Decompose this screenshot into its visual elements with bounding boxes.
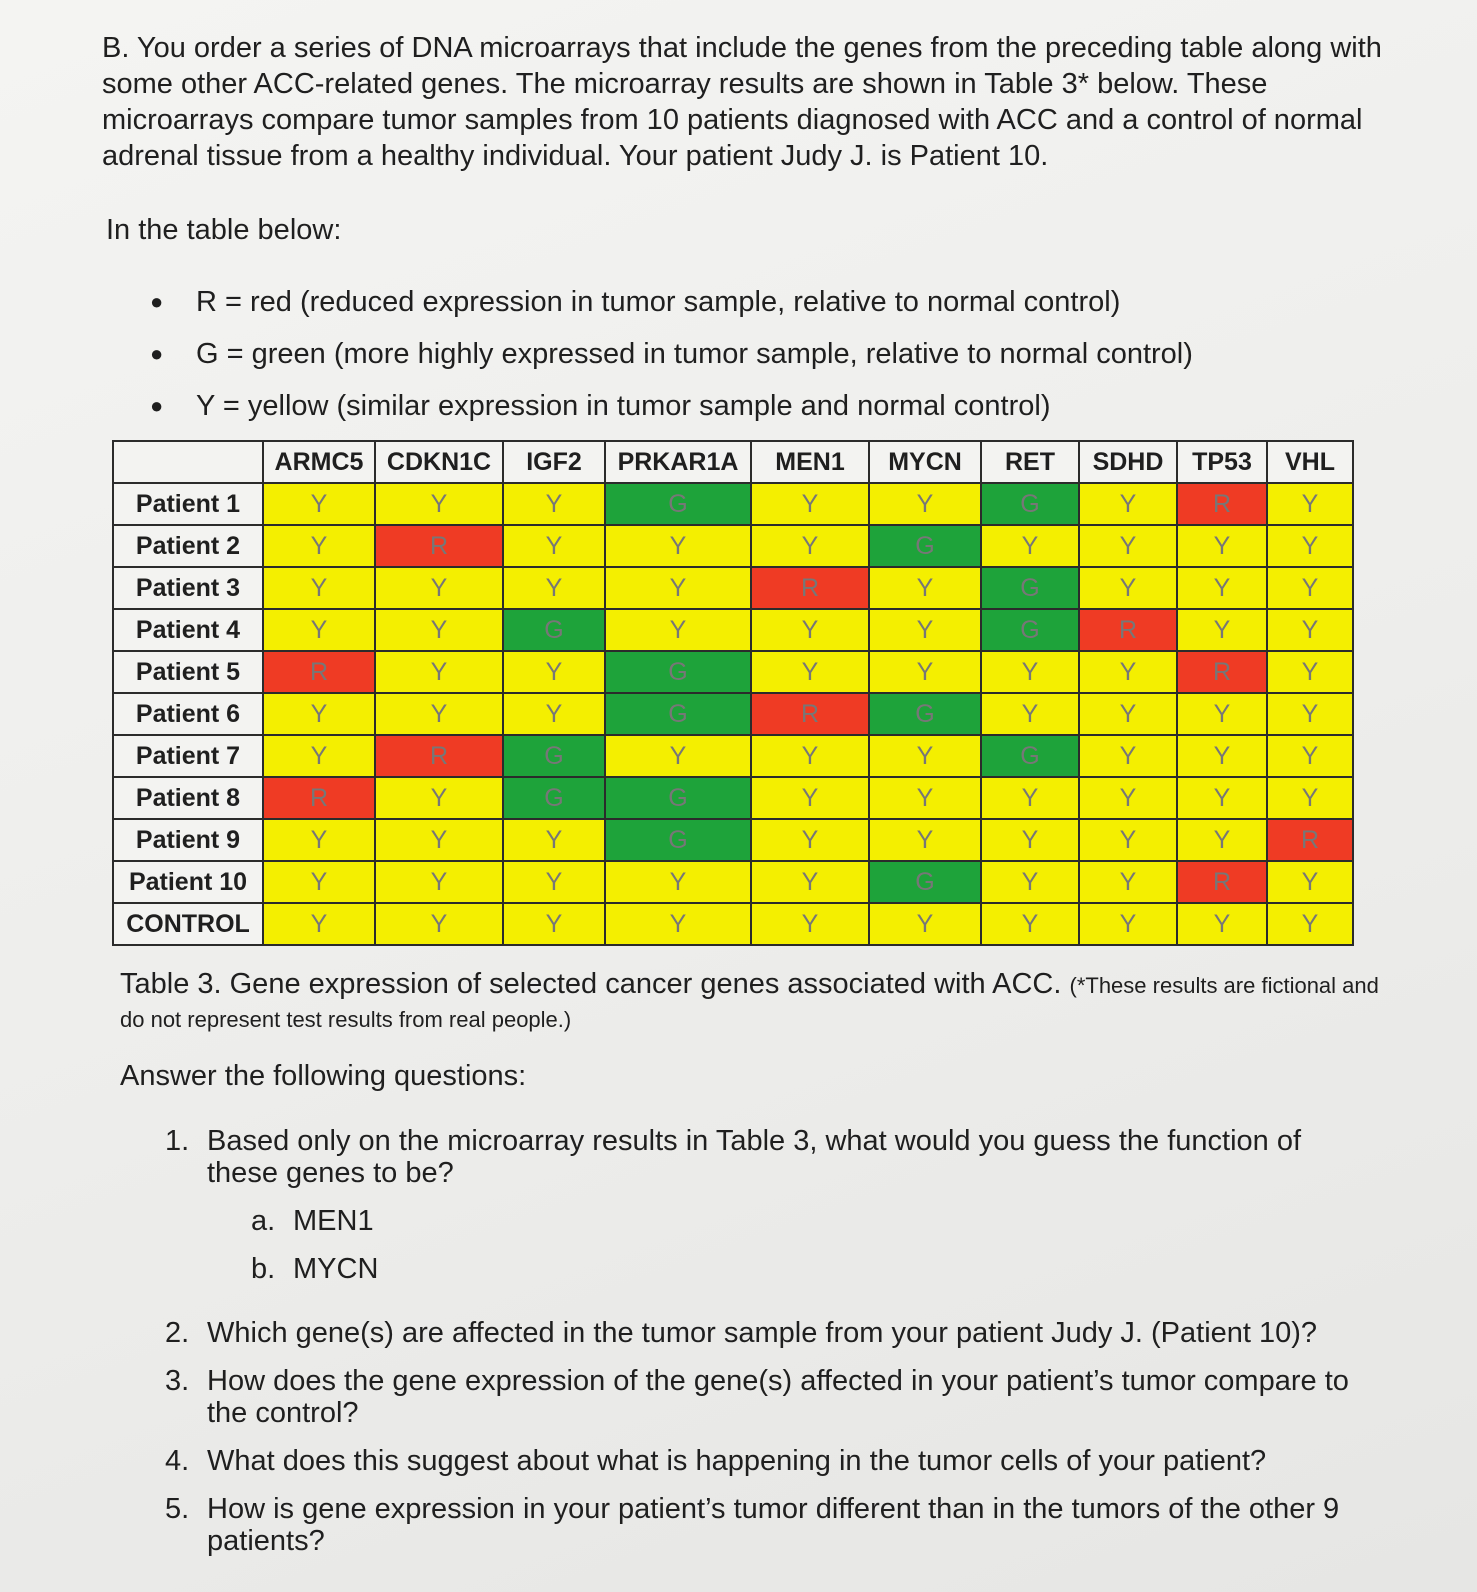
expression-cell: Y: [263, 735, 375, 777]
column-header: IGF2: [503, 441, 605, 483]
question-item: [165, 1125, 1365, 1301]
row-label: Patient 1: [113, 483, 263, 525]
table-corner-cell: [113, 441, 263, 483]
expression-cell: Y: [1267, 777, 1353, 819]
expression-cell: Y: [263, 567, 375, 609]
expression-cell: Y: [981, 777, 1079, 819]
expression-cell: Y: [503, 861, 605, 903]
expression-cell: Y: [605, 609, 751, 651]
question-text: What does this suggest about what is happening in the tumor cells of your patient?: [207, 1445, 1267, 1477]
legend-item-red: ● R = red (reduced expression in tumor sample, relative to normal control): [150, 282, 1193, 334]
column-header: ARMC5: [263, 441, 375, 483]
expression-cell: Y: [981, 861, 1079, 903]
expression-cell: R: [263, 651, 375, 693]
expression-cell: Y: [263, 819, 375, 861]
expression-cell: Y: [263, 861, 375, 903]
column-header: TP53: [1177, 441, 1267, 483]
expression-cell: R: [1079, 609, 1177, 651]
expression-cell: Y: [981, 651, 1079, 693]
expression-cell: Y: [263, 525, 375, 567]
expression-cell: Y: [1079, 651, 1177, 693]
expression-cell: Y: [869, 903, 981, 945]
table-row: [113, 735, 1353, 777]
question-number: 1.: [165, 1125, 190, 1157]
expression-cell: Y: [751, 861, 869, 903]
column-header: VHL: [1267, 441, 1353, 483]
expression-cell: Y: [1267, 525, 1353, 567]
expression-cell: Y: [869, 483, 981, 525]
expression-cell: Y: [1267, 609, 1353, 651]
expression-cell: Y: [1079, 525, 1177, 567]
expression-cell: Y: [503, 483, 605, 525]
expression-cell: R: [1177, 483, 1267, 525]
expression-cell: Y: [263, 483, 375, 525]
column-header: PRKAR1A: [605, 441, 751, 483]
expression-cell: Y: [1177, 693, 1267, 735]
legend-item-yellow: ● Y = yellow (similar expression in tumor sample and normal control): [150, 386, 1193, 438]
question-text: Which gene(s) are affected in the tumor sample from your patient Judy J. (Patient 10)?: [207, 1317, 1318, 1349]
question-text: How does the gene expression of the gene(s) affected in your patient’s tumor compare to the control?: [207, 1365, 1349, 1429]
expression-cell: Y: [1267, 693, 1353, 735]
expression-cell: Y: [263, 609, 375, 651]
expression-cell: Y: [869, 651, 981, 693]
row-label: Patient 10: [113, 861, 263, 903]
expression-cell: Y: [503, 693, 605, 735]
bullet-icon: ●: [150, 341, 164, 366]
expression-cell: R: [751, 693, 869, 735]
column-header: CDKN1C: [375, 441, 503, 483]
expression-cell: Y: [981, 693, 1079, 735]
expression-cell: Y: [375, 693, 503, 735]
expression-cell: R: [375, 735, 503, 777]
expression-cell: Y: [375, 567, 503, 609]
sub-question-text: MEN1: [293, 1205, 374, 1237]
table-row: [113, 693, 1353, 735]
expression-cell: Y: [1177, 903, 1267, 945]
expression-cell: Y: [1177, 819, 1267, 861]
table-row: [113, 903, 1353, 945]
bullet-icon: ●: [150, 393, 164, 418]
expression-cell: Y: [1177, 735, 1267, 777]
expression-cell: Y: [375, 819, 503, 861]
expression-cell: Y: [751, 777, 869, 819]
column-header: MEN1: [751, 441, 869, 483]
expression-cell: Y: [375, 903, 503, 945]
expression-cell: Y: [605, 861, 751, 903]
questions-prompt: Answer the following questions:: [120, 1060, 527, 1092]
row-label: Patient 7: [113, 735, 263, 777]
expression-cell: Y: [375, 483, 503, 525]
column-header: RET: [981, 441, 1079, 483]
expression-cell: Y: [1267, 903, 1353, 945]
expression-cell: Y: [503, 903, 605, 945]
expression-cell: Y: [1177, 525, 1267, 567]
table-caption: [120, 968, 1400, 1036]
question-text: How is gene expression in your patient’s tumor different than in the tumors of the other 9 patients?: [207, 1493, 1340, 1557]
column-header: MYCN: [869, 441, 981, 483]
expression-cell: Y: [1177, 567, 1267, 609]
expression-cell: R: [1177, 861, 1267, 903]
expression-cell: Y: [1079, 567, 1177, 609]
expression-cell: Y: [503, 525, 605, 567]
table-row: [113, 777, 1353, 819]
expression-cell: Y: [751, 819, 869, 861]
question-number: 4.: [165, 1445, 190, 1477]
sub-question-item: [251, 1205, 1365, 1237]
expression-cell: Y: [751, 651, 869, 693]
question-number: 5.: [165, 1493, 190, 1525]
expression-cell: Y: [605, 567, 751, 609]
expression-cell: Y: [1267, 483, 1353, 525]
sub-question-text: MYCN: [293, 1253, 379, 1285]
expression-cell: G: [503, 735, 605, 777]
expression-cell: G: [605, 483, 751, 525]
expression-cell: G: [605, 777, 751, 819]
question-number: 2.: [165, 1317, 190, 1349]
caption-main: Table 3. Gene expression of selected cancer genes associated with ACC.: [120, 968, 1062, 1000]
expression-cell: Y: [751, 609, 869, 651]
expression-cell: R: [1267, 819, 1353, 861]
expression-cell: Y: [375, 861, 503, 903]
expression-cell: Y: [751, 525, 869, 567]
expression-cell: Y: [263, 903, 375, 945]
question-item: [165, 1365, 1365, 1429]
expression-cell: Y: [869, 609, 981, 651]
row-label: Patient 3: [113, 567, 263, 609]
expression-cell: G: [503, 609, 605, 651]
expression-cell: Y: [503, 819, 605, 861]
expression-cell: Y: [869, 735, 981, 777]
expression-cell: Y: [869, 567, 981, 609]
expression-cell: Y: [751, 483, 869, 525]
expression-cell: G: [981, 483, 1079, 525]
caption-note: (*These results are fictional and do not represent test results from real people.): [120, 973, 1379, 1032]
expression-cell: Y: [1079, 735, 1177, 777]
expression-cell: Y: [503, 567, 605, 609]
table-row: [113, 567, 1353, 609]
sub-question-item: [251, 1253, 1365, 1285]
expression-cell: G: [981, 735, 1079, 777]
table-row: [113, 525, 1353, 567]
expression-cell: G: [869, 525, 981, 567]
table-row: [113, 651, 1353, 693]
expression-cell: Y: [869, 819, 981, 861]
intro-paragraph: B. You order a series of DNA microarrays that include the genes from the preceding table along with some other ACC-related genes. The microarray results are shown in Table 3* below. These microarrays compare tumor samples from 10 patients diagnosed with ACC and a control of normal adrenal tissue from a healthy individual. Your patient Judy J. is Patient 10.: [102, 32, 1382, 172]
table-row: [113, 819, 1353, 861]
row-label: Patient 8: [113, 777, 263, 819]
expression-cell: G: [605, 819, 751, 861]
sub-question-letter: b.: [251, 1253, 276, 1285]
question-list: [165, 1125, 1365, 1573]
gene-expression-table: [112, 440, 1354, 946]
expression-cell: G: [981, 567, 1079, 609]
expression-cell: Y: [1267, 735, 1353, 777]
table-row: [113, 861, 1353, 903]
table-header-row: [113, 441, 1353, 483]
row-label: Patient 2: [113, 525, 263, 567]
expression-cell: Y: [263, 693, 375, 735]
expression-cell: Y: [1267, 651, 1353, 693]
row-label: Patient 9: [113, 819, 263, 861]
expression-cell: Y: [605, 903, 751, 945]
expression-cell: G: [605, 651, 751, 693]
expression-cell: Y: [1079, 483, 1177, 525]
row-label: Patient 5: [113, 651, 263, 693]
row-label: Patient 6: [113, 693, 263, 735]
expression-cell: G: [503, 777, 605, 819]
expression-cell: Y: [605, 735, 751, 777]
row-label: Patient 4: [113, 609, 263, 651]
expression-cell: Y: [605, 525, 751, 567]
expression-cell: G: [869, 861, 981, 903]
question-item: [165, 1445, 1365, 1477]
expression-cell: Y: [375, 651, 503, 693]
expression-cell: G: [605, 693, 751, 735]
expression-cell: Y: [1079, 819, 1177, 861]
expression-cell: Y: [503, 651, 605, 693]
expression-cell: R: [375, 525, 503, 567]
row-label: CONTROL: [113, 903, 263, 945]
expression-cell: Y: [1177, 609, 1267, 651]
expression-cell: Y: [869, 777, 981, 819]
expression-cell: Y: [1177, 777, 1267, 819]
expression-cell: Y: [1079, 903, 1177, 945]
question-item: [165, 1317, 1365, 1349]
question-number: 3.: [165, 1365, 190, 1397]
expression-cell: R: [751, 567, 869, 609]
expression-cell: Y: [375, 609, 503, 651]
expression-cell: R: [263, 777, 375, 819]
expression-cell: Y: [1267, 567, 1353, 609]
color-legend: [150, 282, 1193, 438]
expression-cell: Y: [375, 777, 503, 819]
expression-cell: Y: [1079, 777, 1177, 819]
table-row: [113, 483, 1353, 525]
expression-cell: Y: [751, 735, 869, 777]
bullet-icon: ●: [150, 289, 164, 314]
expression-cell: G: [981, 609, 1079, 651]
table-lead-text: In the table below:: [106, 214, 342, 246]
expression-cell: Y: [1079, 693, 1177, 735]
question-text: Based only on the microarray results in Table 3, what would you guess the function of these genes to be?: [207, 1125, 1302, 1189]
expression-cell: G: [869, 693, 981, 735]
expression-cell: Y: [981, 903, 1079, 945]
expression-cell: Y: [1079, 861, 1177, 903]
expression-cell: Y: [981, 525, 1079, 567]
sub-question-letter: a.: [251, 1205, 276, 1237]
column-header: SDHD: [1079, 441, 1177, 483]
legend-item-green: ● G = green (more highly expressed in tumor sample, relative to normal control): [150, 334, 1193, 386]
question-item: [165, 1493, 1365, 1557]
expression-cell: R: [1177, 651, 1267, 693]
expression-cell: Y: [981, 819, 1079, 861]
expression-cell: Y: [751, 903, 869, 945]
table-row: [113, 609, 1353, 651]
expression-cell: Y: [1267, 861, 1353, 903]
